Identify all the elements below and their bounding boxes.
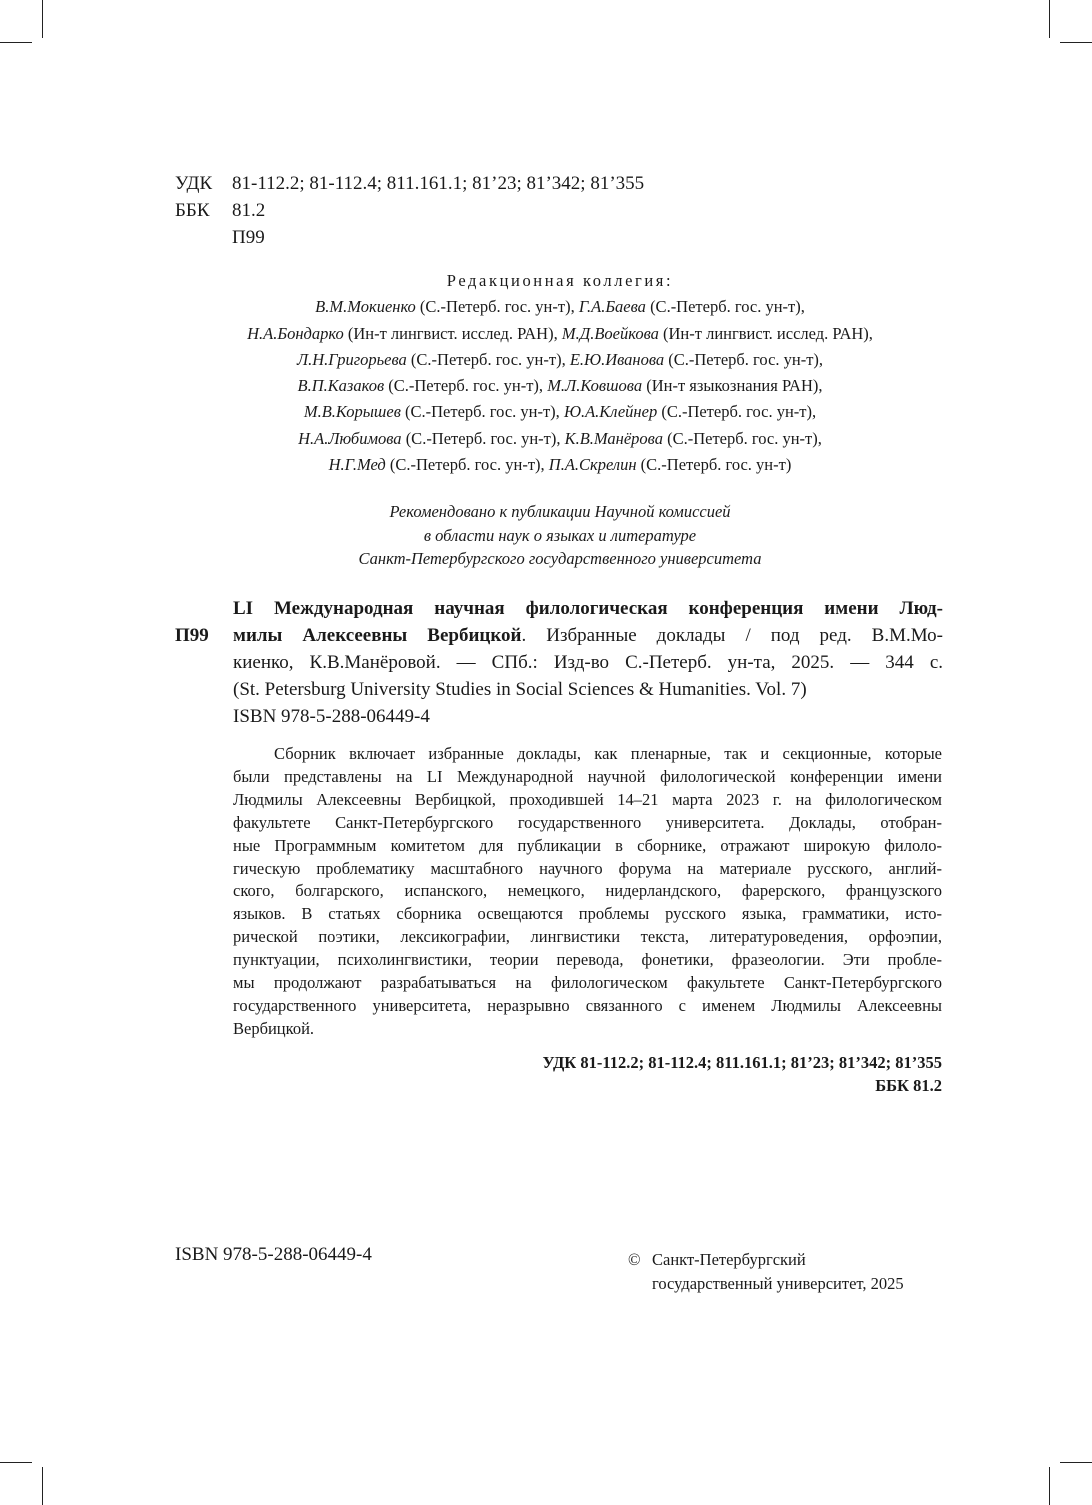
member-name: Н.А.Бондарко <box>247 323 344 343</box>
member-affiliation: (С.-Петерб. гос. ун-т), <box>662 428 822 448</box>
abstract-line: ные Программным комитетом для публикации в сборнике, отражают широкую филоло- <box>233 835 942 855</box>
recommendation-line-1: Рекомендовано к публикации Научной комиссией <box>389 502 731 521</box>
abstract-line: Людмилы Алексеевны Вербицкой, проходившей 14–21 марта 2023 г. на филологическом <box>233 789 942 809</box>
member-name: Н.А.Любимова <box>298 428 402 448</box>
abstract <box>233 743 942 1041</box>
member-affiliation: (С.-Петерб. гос. ун-т), <box>664 349 824 369</box>
abstract-line: ского, болгарского, испанского, немецкого, нидерландского, фарерского, французского <box>233 881 942 901</box>
copyright-symbol: © <box>628 1250 641 1269</box>
member-name: М.В.Корышев <box>303 402 401 422</box>
crop-mark-top-left-vertical <box>42 0 43 38</box>
udk-label: УДК <box>175 173 213 194</box>
crop-mark-bottom-left-vertical <box>42 1467 43 1505</box>
catalog-code: П99 <box>175 625 209 646</box>
member-name: Л.Н.Григорьева <box>296 349 407 369</box>
author-mark-row <box>175 224 644 251</box>
codes-summary <box>543 1051 942 1097</box>
codes-summary-udk: УДК 81-112.2; 81-112.4; 811.161.1; 81’23; 81’342; 81’355 <box>542 1053 942 1072</box>
footer-isbn: ISBN 978-5-288-06449-4 <box>175 1244 372 1265</box>
editorial-board-line <box>150 452 970 478</box>
bbk-label: ББК <box>175 200 210 221</box>
member-name: М.Л.Ковшова <box>547 376 643 396</box>
bbk-value: 81.2 <box>232 200 266 221</box>
crop-mark-top-right-horizontal <box>1060 42 1092 43</box>
editorial-board-line <box>150 294 970 320</box>
copyright-notice <box>628 1248 904 1295</box>
member-affiliation: (С.-Петерб. гос. ун-т), <box>657 402 817 422</box>
udk-row <box>175 170 644 197</box>
member-name: Г.А.Баева <box>578 297 646 317</box>
abstract-line: Вербицкой. <box>233 1018 315 1038</box>
udk-value: 81-112.2; 81-112.4; 811.161.1; 81’23; 81’342; 81’355 <box>232 173 645 194</box>
member-affiliation: (С.-Петерб. гос. ун-т), <box>401 428 565 448</box>
catalog-entry <box>233 595 943 730</box>
member-name: Е.Ю.Иванова <box>569 349 665 369</box>
abstract-line: пунктуации, психолингвистики, теории перевода, фонетики, фразеологии. Эти пробле- <box>233 950 942 970</box>
codes-summary-bbk: ББК 81.2 <box>875 1076 942 1095</box>
member-affiliation: (С.-Петерб. гос. ун-т), <box>415 297 579 317</box>
member-name: В.П.Казаков <box>297 376 385 396</box>
copyright-line-1: Санкт-Петербургский <box>652 1250 806 1269</box>
catalog-line-2-rest: . Избранные доклады / под ред. В.М.Мо- <box>521 625 943 646</box>
catalog-isbn: ISBN 978-5-288-06449-4 <box>233 706 430 727</box>
member-name: К.В.Манёрова <box>564 428 663 448</box>
conference-title-part-2: милы Алексеевны Вербицкой <box>233 625 522 646</box>
abstract-line: мы продолжают разрабатываться на филологическом факультете Санкт-Петербургского <box>233 973 942 993</box>
abstract-line: государственного университета, неразрывно связанного с именем Людмилы Алексеевны <box>233 995 942 1015</box>
member-affiliation: (С.-Петерб. гос. ун-т), <box>385 455 549 475</box>
abstract-line: языков. В статьях сборника освещаются проблемы русского языка, грамматики, исто- <box>233 904 942 924</box>
copyright-line-2: государственный университет, 2025 <box>652 1273 904 1293</box>
publication-recommendation <box>150 500 970 571</box>
member-affiliation: (С.-Петерб. гос. ун-т), <box>645 297 805 317</box>
member-name: В.М.Мокиенко <box>315 297 416 317</box>
member-name: Ю.А.Клейнер <box>563 402 658 422</box>
member-affiliation: (Ин-т лингвист. исслед. РАН), <box>343 323 562 343</box>
abstract-line: гическую проблематику масштабного научного форума на материале русского, англий- <box>233 858 942 878</box>
classification-block <box>175 170 644 251</box>
author-mark: П99 <box>232 227 265 248</box>
editorial-board-line <box>150 426 970 452</box>
member-affiliation: (С.-Петерб. гос. ун-т), <box>400 402 564 422</box>
abstract-line: Сборник включает избранные доклады, как пленарные, так и секционные, которые <box>274 744 942 763</box>
member-affiliation: (Ин-т лингвист. исслед. РАН), <box>658 323 873 343</box>
catalog-line-1 <box>233 595 943 622</box>
crop-mark-bottom-left-horizontal <box>0 1462 32 1463</box>
member-affiliation: (С.-Петерб. гос. ун-т), <box>406 349 570 369</box>
member-affiliation: (С.-Петерб. гос. ун-т) <box>636 455 792 475</box>
bbk-row <box>175 197 644 224</box>
member-name: М.Д.Воейкова <box>561 323 659 343</box>
editorial-board-line <box>150 347 970 373</box>
abstract-line: факультете Санкт-Петербургского государственного университета. Доклады, отобран- <box>233 812 942 832</box>
member-name: П.А.Скрелин <box>548 455 637 475</box>
crop-mark-top-right-vertical <box>1049 0 1050 38</box>
abstract-line: были представлены на LI Международной научной филологической конференции имени <box>233 766 942 786</box>
member-affiliation: (Ин-т языкознания РАН), <box>642 376 823 396</box>
recommendation-line-3: Санкт-Петербургского государственного университета <box>358 549 762 568</box>
editorial-board-line <box>150 373 970 399</box>
editorial-board-line <box>150 399 970 425</box>
conference-title-part-1: LI Международная научная филологическая конференция имени Люд- <box>233 598 943 619</box>
abstract-line: рической поэтики, лексикографии, лингвистики текста, литературоведения, орфоэпии, <box>233 927 942 947</box>
member-affiliation: (С.-Петерб. гос. ун-т), <box>384 376 548 396</box>
catalog-line-3: киенко, К.В.Манёровой. — СПб.: Изд-во С.-Петерб. ун-та, 2025. — 344 с. <box>233 652 943 673</box>
recommendation-line-2: в области наук о языках и литературе <box>423 525 697 545</box>
crop-mark-bottom-right-horizontal <box>1060 1462 1092 1463</box>
member-name: Н.Г.Мед <box>328 455 386 475</box>
editorial-board <box>150 268 970 478</box>
crop-mark-top-left-horizontal <box>0 42 32 43</box>
crop-mark-bottom-right-vertical <box>1049 1467 1050 1505</box>
editorial-board-title: Редакционная коллегия: <box>446 271 674 290</box>
catalog-line-2 <box>233 622 943 649</box>
editorial-board-members <box>150 294 970 478</box>
editorial-board-line <box>150 321 970 347</box>
catalog-series: (St. Petersburg University Studies in Social Sciences & Humanities. Vol. 7) <box>233 679 807 700</box>
